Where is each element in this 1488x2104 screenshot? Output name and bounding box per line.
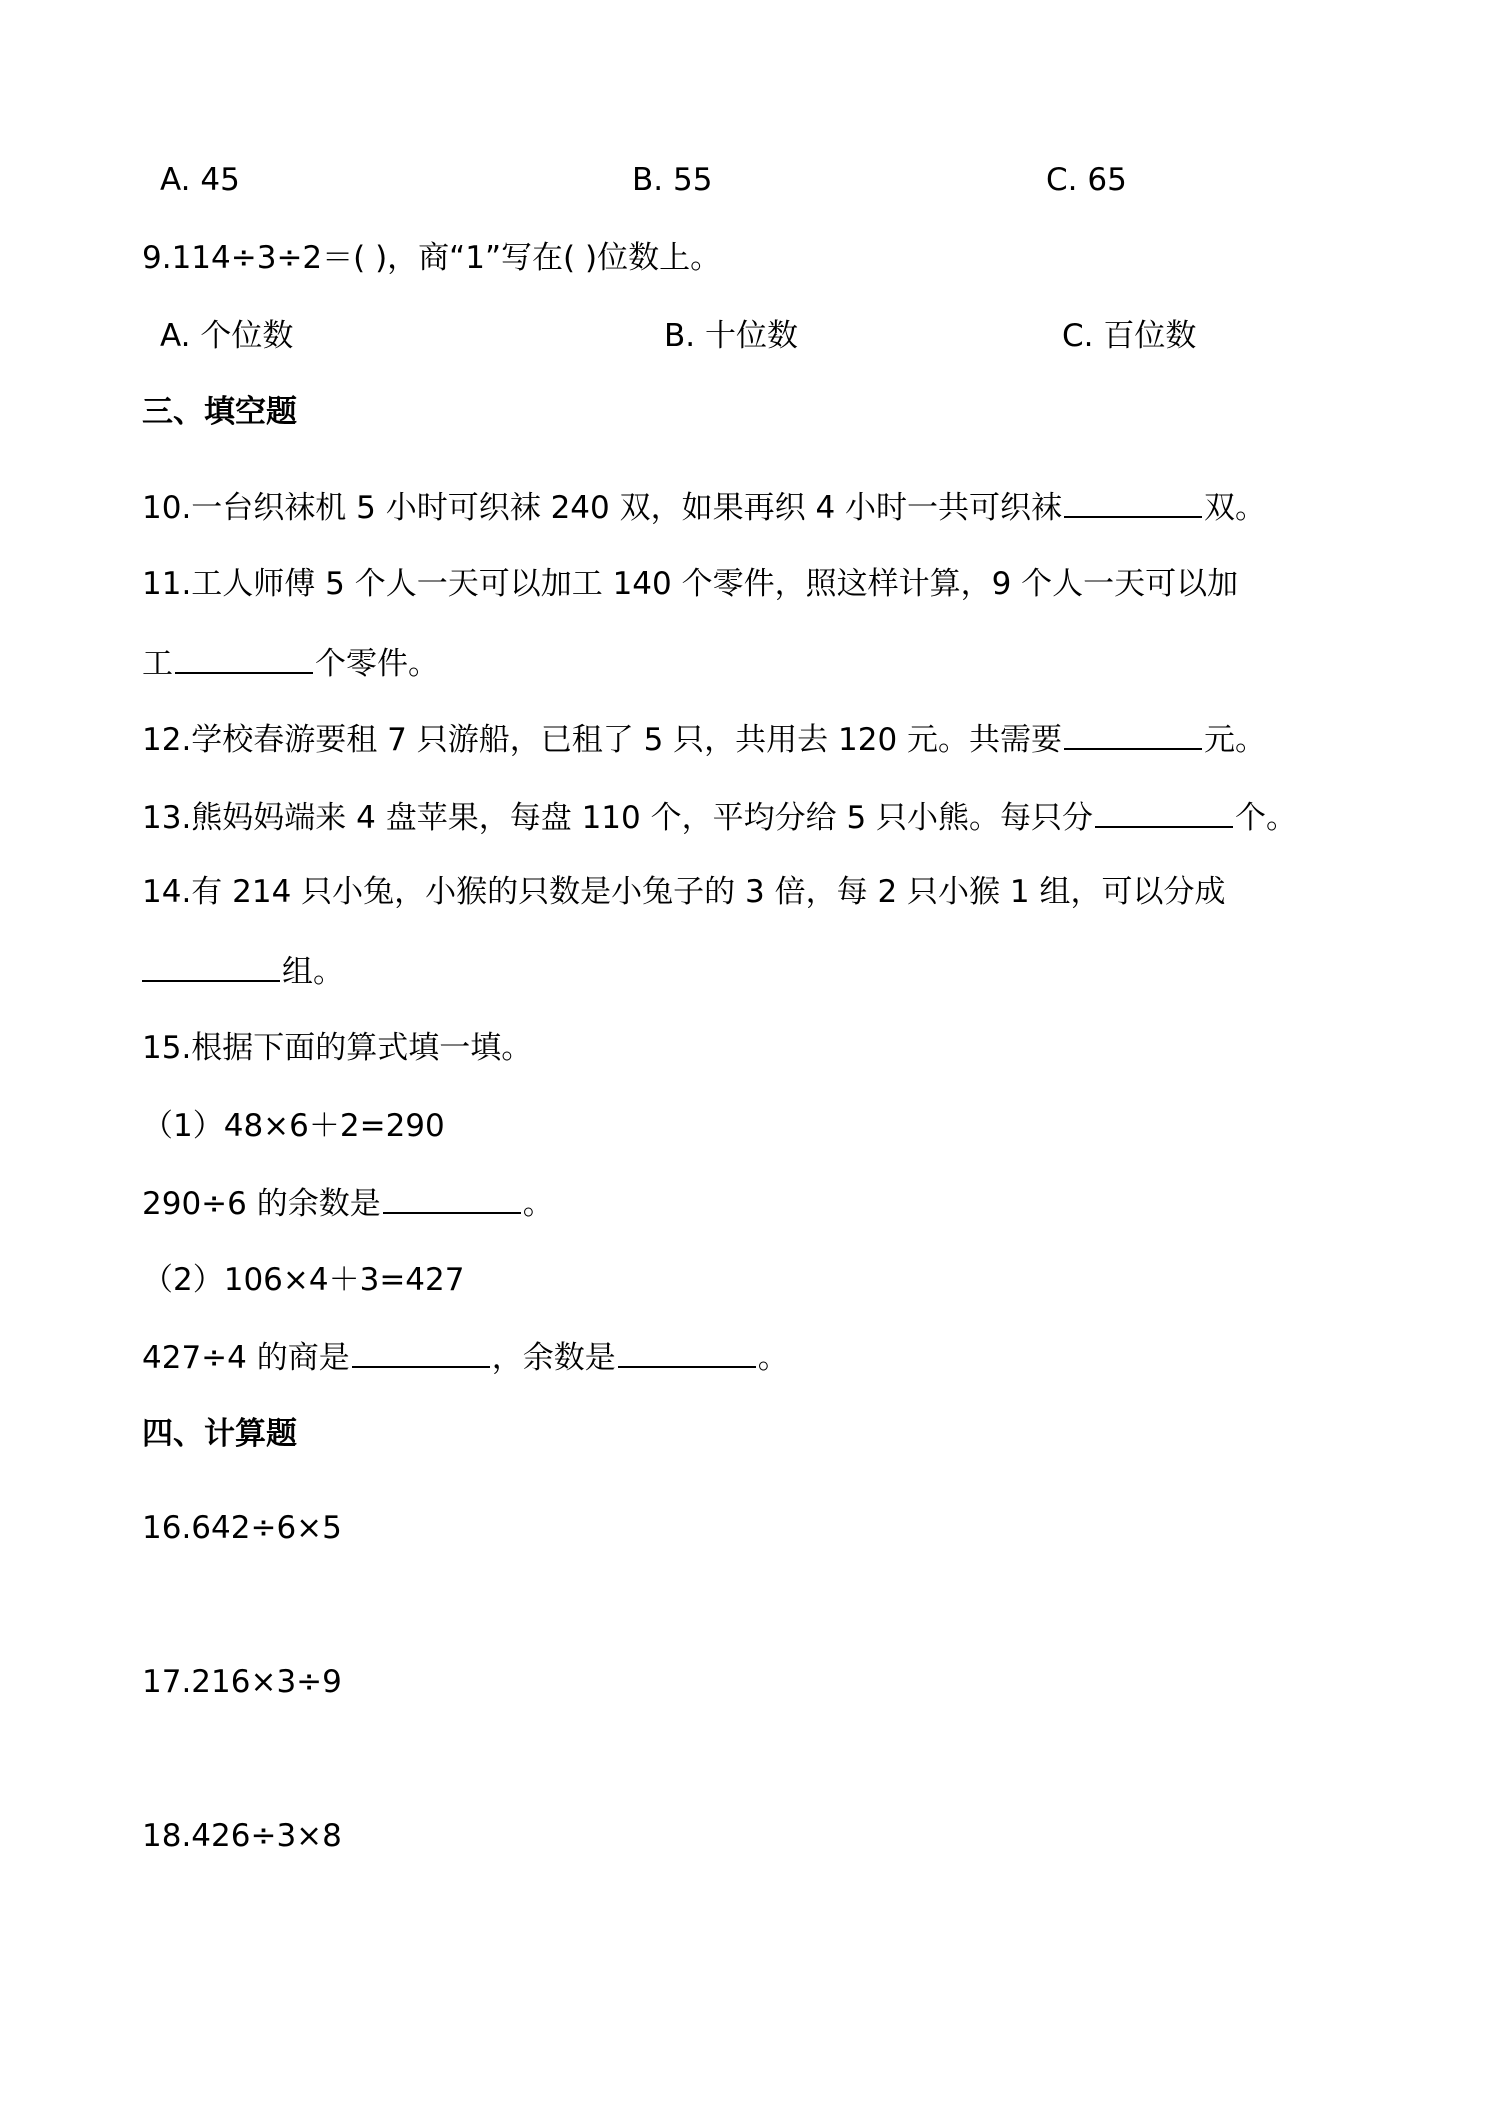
q14-blank[interactable] [142, 950, 280, 982]
q11-line-1: 11.工人师傅 5 个人一天可以加工 140 个零件，照这样计算，9 个人一天可以加 [142, 566, 1239, 602]
q13-line [142, 796, 1297, 838]
q9-text: 9.114÷3÷2＝( )，商“1”写在( )位数上。 [142, 240, 722, 276]
q11-text-continued: 工 [142, 646, 173, 682]
q15-part1-formula: （1）48×6＋2=290 [142, 1108, 445, 1144]
q15-part1-text: 290÷6 的余数是 [142, 1186, 381, 1222]
q12-text: 12.学校春游要租 7 只游船，已租了 5 只，共用去 120 元。共需要 [142, 722, 1063, 758]
q11-unit: 个零件。 [315, 646, 439, 682]
q9-option-b: B. 十位数 [664, 318, 798, 354]
q10-blank[interactable] [1064, 486, 1202, 518]
q10-unit: 双。 [1204, 490, 1267, 526]
q13-unit: 个。 [1235, 800, 1298, 836]
q15-part2-middle: ，余数是 [491, 1340, 616, 1376]
q15-part2-end: 。 [757, 1340, 789, 1376]
q13-text: 13.熊妈妈端来 4 盘苹果，每盘 110 个，平均分给 5 只小熊。每只分 [142, 800, 1094, 836]
q14-unit: 组。 [282, 954, 344, 990]
q8-option-a: A. 45 [160, 162, 240, 198]
section-3-heading: 三、填空题 [142, 394, 297, 430]
q12-unit: 元。 [1204, 722, 1267, 758]
q8-option-b: B. 55 [632, 162, 713, 198]
q13-blank[interactable] [1095, 796, 1233, 828]
q15-part2-line [142, 1336, 789, 1378]
q18-text: 18.426÷3×8 [142, 1818, 342, 1854]
section-4-heading: 四、计算题 [142, 1416, 297, 1452]
q15-part1-blank[interactable] [383, 1182, 521, 1214]
q16-text: 16.642÷6×5 [142, 1510, 342, 1546]
q14-line-1: 14.有 214 只小兔，小猴的只数是小兔子的 3 倍，每 2 只小猴 1 组，可以分成 [142, 874, 1226, 910]
q11-blank[interactable] [175, 642, 313, 674]
q15-title: 15.根据下面的算式填一填。 [142, 1030, 533, 1066]
q15-part2-text: 427÷4 的商是 [142, 1340, 350, 1376]
q9-option-a: A. 个位数 [160, 318, 294, 354]
q10-text: 10.一台织袜机 5 小时可织袜 240 双，如果再织 4 小时一共可织袜 [142, 490, 1063, 526]
q15-part2-formula: （2）106×4＋3=427 [142, 1262, 465, 1298]
q12-blank[interactable] [1064, 718, 1202, 750]
q14-line-2 [142, 950, 344, 992]
q15-part1-end: 。 [522, 1186, 554, 1222]
q15-part2-remainder-blank[interactable] [618, 1336, 756, 1368]
q8-option-c: C. 65 [1046, 162, 1127, 198]
q9-option-c: C. 百位数 [1062, 318, 1197, 354]
q15-part1-line [142, 1182, 554, 1224]
q15-part2-quotient-blank[interactable] [352, 1336, 490, 1368]
q11-line-2 [142, 642, 439, 684]
q17-text: 17.216×3÷9 [142, 1664, 342, 1700]
q10-line [142, 486, 1266, 528]
q12-line [142, 718, 1266, 760]
